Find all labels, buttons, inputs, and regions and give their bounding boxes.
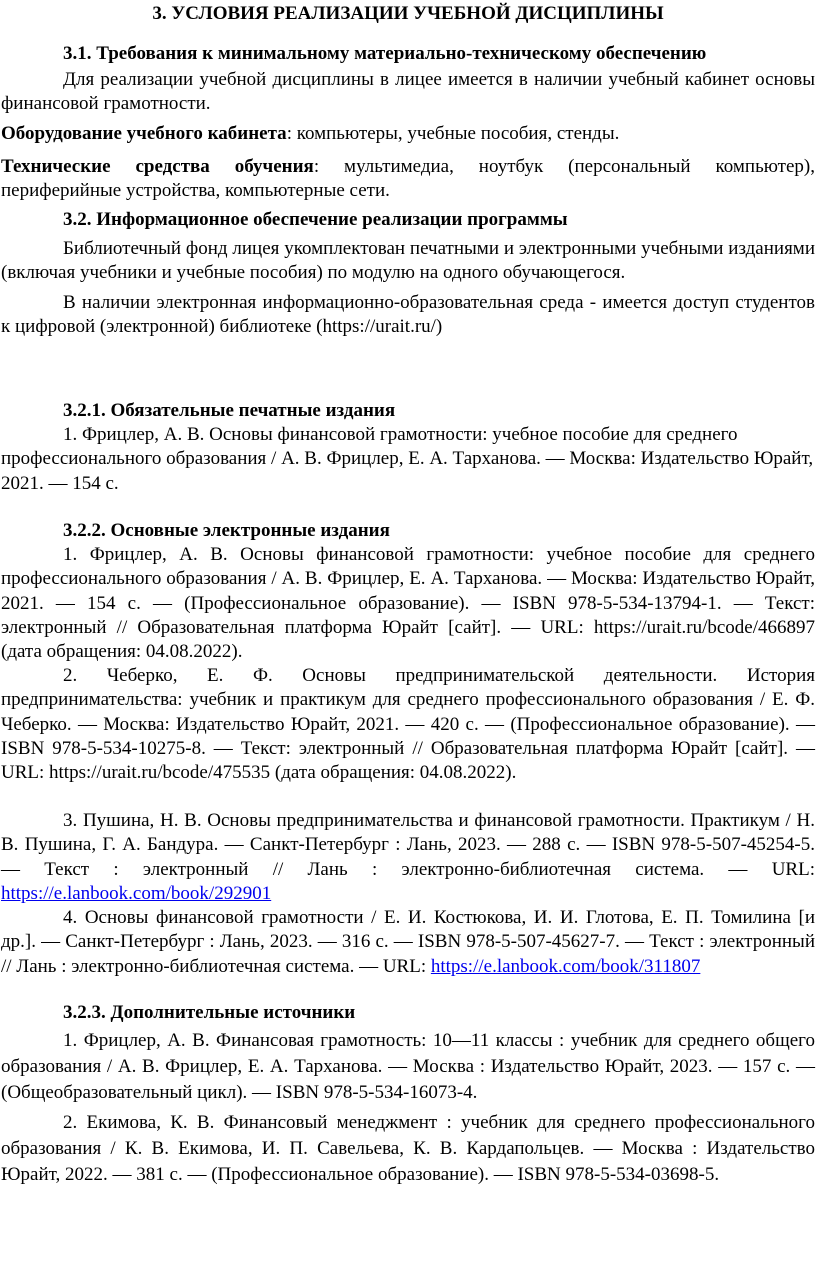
list-item: 1. Фрицлер, А. В. Основы финансовой грамотности: учебное пособие для среднего профессионального образования / А. В. Фрицлер, Е. А. Тарханова. — Москва: Издательство Юрайт, 2021. — 154 с. [1,424,814,494]
section-3-2-2-item1 [1,543,815,664]
section-3-2 [1,208,815,232]
section-3-2-2-item4 [1,906,815,979]
paragraph: Библиотечный фонд лицея укомплектован печатными и электронными учебными изданиями (включая учебники и учебные пособия) по модулю на одного обучающегося. [1,238,815,284]
list-item: 2. Чеберко, Е. Ф. Основы предпринимательской деятельности. История предпринимательства: учебник и практикум для среднего профессионального образования / Е. Ф. Чеберко. — Москва: Издательство Юрайт, 2021. — 420 с. — (Профессиональное образование). — ISBN 978-5-534-10275-8. — Текст: электронный // Образовательная платформа Юрайт [сайт]. — URL: https://urait.ru/bcode/475535 (дата обращения: 04.08.2022). [1,665,815,784]
section-3-2-3-heading: 3.2.3. Дополнительные источники [63,1002,356,1023]
paragraph: В наличии электронная информационно-образовательная среда - имеется доступ студентов к цифровой (электронной) библиотеке (https://urait.ru/) [1,292,815,338]
section-3-1-heading: 3.1. Требования к минимальному материально-техническому обеспечению [63,43,707,64]
section-3-1 [1,42,815,66]
tech-line [1,155,815,204]
section-3-2-2-item3 [1,809,815,906]
list-item: 3. Пушина, Н. В. Основы предпринимательства и финансовой грамотности. Практикум / Н. В. Пушина, Г. А. Бандура. — Санкт-Петербург : Лань, 2023. — 288 с. — ISBN 978-5-507-45254-5. — Текст : электронный // Лань : электронно-библиотечная система. — URL: [1,810,815,880]
section-3-2-1 [1,399,815,423]
tech-text: : мультимедиа, ноутбук (персональный компьютер), периферийные устройства, компьютерные сети. [1,156,815,202]
equipment-line [1,122,815,146]
list-item: 1. Фрицлер, А. В. Финансовая грамотность: 10—11 классы : учебник для среднего общего образования / А. В. Фрицлер, Е. А. Тарханова. — Москва : Издательство Юрайт, 2023. — 157 с. — (Общеобразовательный цикл). — ISBN 978-5-534-16073-4. [1,1030,815,1103]
section-3-2-1-heading: 3.2.1. Обязательные печатные издания [63,400,396,421]
paragraph: Для реализации учебной дисциплины в лицее имеется в наличии учебный кабинет основы финансовой грамотности. [1,69,815,115]
section-3-2-3 [1,1001,815,1025]
section-3-2-heading: 3.2. Информационное обеспечение реализации программы [63,209,568,230]
equipment-text: : компьютеры, учебные пособия, стенды. [286,123,620,144]
section-3-2-para2 [1,291,815,340]
section-3-1-para [1,68,815,117]
list-item: 1. Фрицлер, А. В. Основы финансовой грамотности: учебное пособие для среднего профессионального образования / А. В. Фрицлер, Е. А. Тарханова. — Москва: Издательство Юрайт, 2021. — 154 с. — (Профессиональное образование). — ISBN 978-5-534-13794-1. — Текст: электронный // Образовательная платформа Юрайт [сайт]. — URL: https://urait.ru/bcode/466897 (дата обращения: 04.08.2022). [1,544,815,663]
section-3-2-3-item2 [1,1110,815,1188]
section-3-2-1-item1 [1,423,815,496]
section-3-2-2-item2 [1,664,815,785]
section-3-2-2 [1,519,815,543]
section-3-2-3-item1 [1,1028,815,1106]
list-item: 4. Основы финансовой грамотности / Е. И. Костюкова, И. И. Глотова, Е. П. Томилина [и др.]. — Санкт-Петербург : Лань, 2023. — 316 с. — ISBN 978-5-507-45627-7. — Текст : электронный // Лань : электронно-библиотечная система. — URL: [1,907,815,977]
equipment-label: Оборудование учебного кабинета [1,123,287,144]
item4-link[interactable]: https://e.lanbook.com/book/311807 [430,955,701,977]
list-item: 2. Екимова, К. В. Финансовый менеджмент : учебник для среднего профессионального образования / К. В. Екимова, И. П. Савельева, К. В. Кардапольцев. — Москва : Издательство Юрайт, 2022. — 381 с. — (Профессиональное образование). — ISBN 978-5-534-03698-5. [1,1112,815,1185]
section-3-2-para1 [1,237,815,286]
section-3-2-2-heading: 3.2.2. Основные электронные издания [63,520,390,541]
page-title: 3. УСЛОВИЯ РЕАЛИЗАЦИИ УЧЕБНОЙ ДИСЦИПЛИНЫ [152,3,664,24]
tech-label: Технические средства обучения [1,156,314,177]
item3-link[interactable]: https://e.lanbook.com/book/292901 [1,882,272,904]
